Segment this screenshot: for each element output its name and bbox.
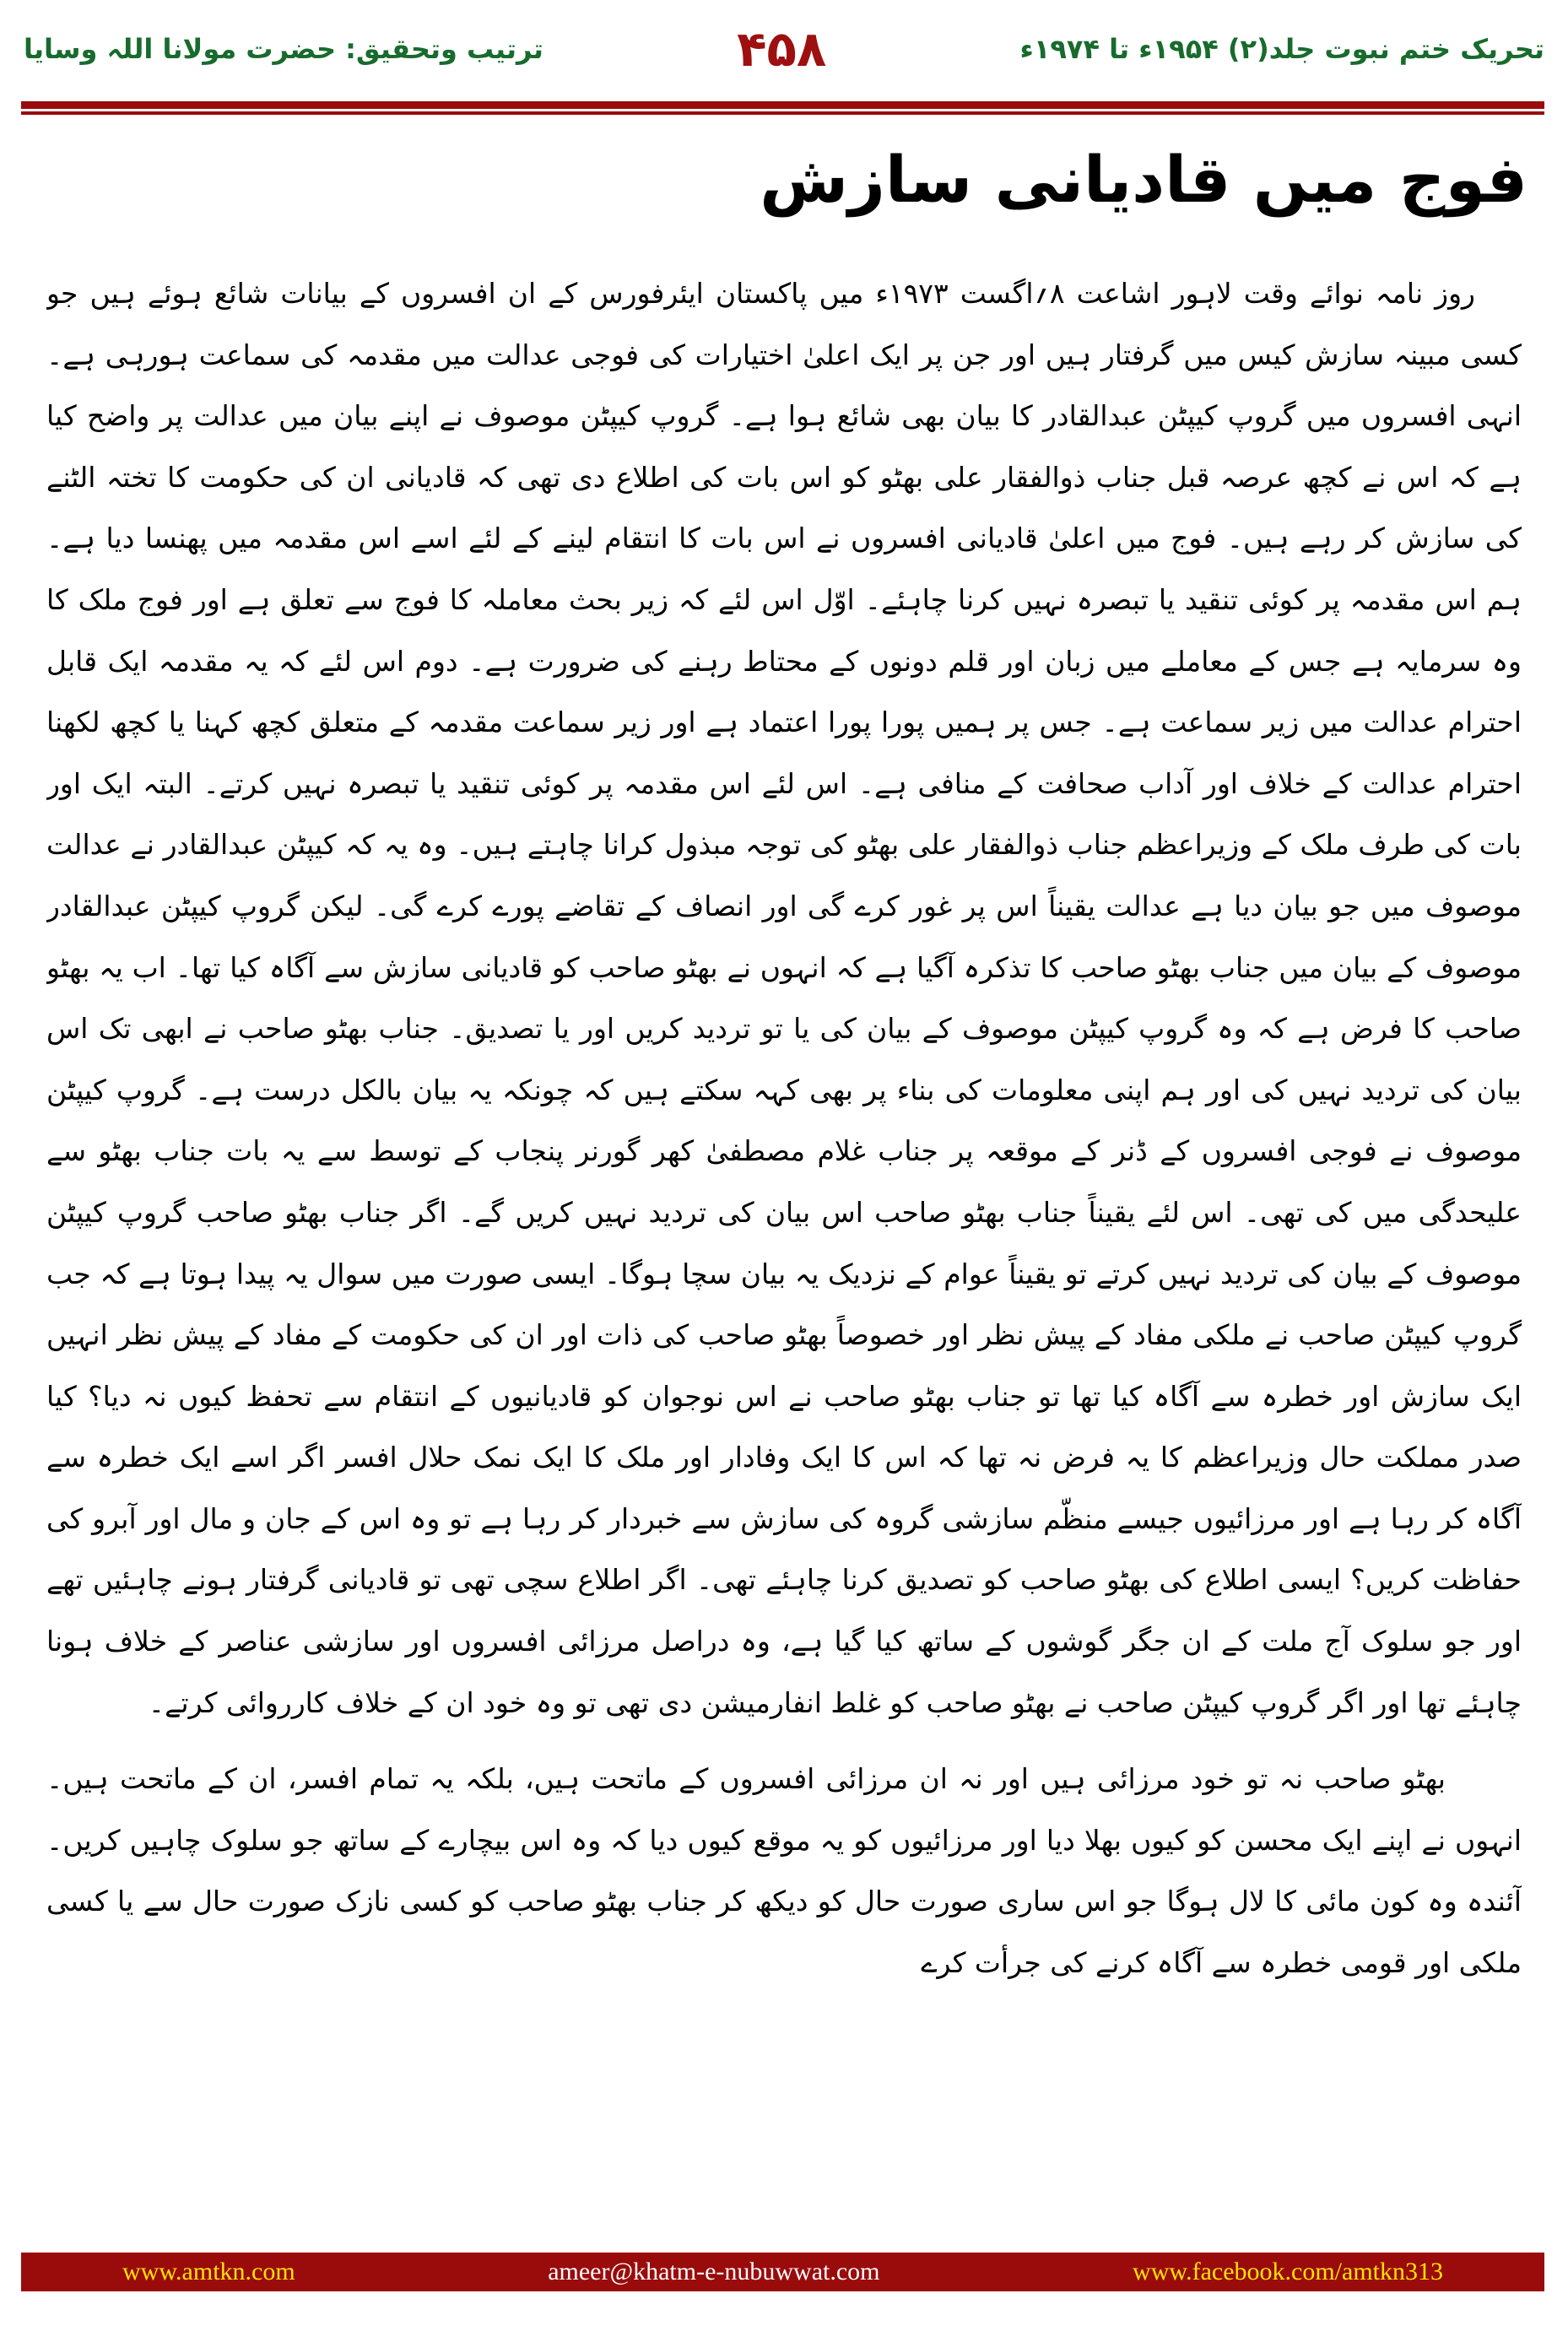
body-paragraph-1: روز نامہ نوائے وقت لاہور اشاعت ۸؍اگست ۱۹۷۳ء میں پاکستان ایئرفورس کے ان افسروں کے بیانات شائع ہوئے ہیں جو کسی مبینہ سازش کیس میں گرفتار ہیں اور جن پر ایک اعلیٰ اختیارات کی فوجی عدالت میں مقدمہ کی سماعت ہورہی ہے۔ انہی افسروں میں گروپ کیپٹن عبدالقادر کا بیان بھی شائع ہوا ہے۔ گروپ کیپٹن موصوف نے اپنے بیان میں عدالت پر واضح کیا ہے کہ اس نے کچھ عرصہ قبل جناب ذوالفقار علی بھٹو کو اس بات کی اطلاع دی تھی کہ قادیانی ان کی حکومت کا تختہ الٹنے کی سازش کر رہے ہیں۔ فوج میں اعلیٰ قادیانی افسروں نے اس بات کا انتقام لینے کے لئے اسے اس مقدمہ میں پھنسا دیا ہے۔ ہم اس مقدمہ پر کوئی تنقید یا تبصرہ نہیں کرنا چاہئے۔ اوّل اس لئے کہ زیر بحث معاملہ کا فوج سے تعلق ہے اور فوج ملک کا وہ سرمایہ ہے جس کے معاملے میں زبان اور قلم دونوں کے محتاط رہنے کی ضرورت ہے۔ دوم اس لئے کہ یہ مقدمہ ایک قابل احترام عدالت میں زیر سماعت ہے۔ جس پر ہمیں پورا پورا اعتماد ہے اور زیر سماعت مقدمہ کے متعلق کچھ کہنا یا کچھ لکھنا احترام عدالت کے خلاف اور آداب صحافت کے منافی ہے۔ اس لئے اس مقدمہ پر کوئی تنقید یا تبصرہ نہیں کرتے۔ البتہ ایک اور بات کی طرف ملک کے وزیراعظم جناب ذوالفقار علی بھٹو کی توجہ مبذول کرانا چاہتے ہیں۔ وہ یہ کہ کیپٹن عبدالقادر نے عدالت موصوف میں جو بیان دیا ہے عدالت یقیناً اس پر غور کرے گی اور انصاف کے تقاضے پورے کرے گی۔ لیکن گروپ کیپٹن عبدالقادر موصوف کے بیان میں جناب بھٹو صاحب کا تذکرہ آگیا ہے کہ انہوں نے بھٹو صاحب کو قادیانی سازش سے آگاہ کیا تھا۔ اب یہ بھٹو صاحب کا فرض ہے کہ وہ گروپ کیپٹن موصوف کے بیان کی یا تو تردید کریں اور یا تصدیق۔ جناب بھٹو صاحب نے ابھی تک اس بیان کی تردید نہیں کی اور ہم اپنی معلومات کی بناء پر بھی کہہ سکتے ہیں کہ چونکہ یہ بیان بالکل درست ہے۔ گروپ کیپٹن موصوف نے فوجی افسروں کے ڈنر کے موقعہ پر جناب غلام مصطفیٰ کھر گورنر پنجاب کے توسط سے یہ بات جناب بھٹو سے علیحدگی میں کی تھی۔ اس لئے یقیناً جناب بھٹو صاحب اس بیان کی تردید نہیں کریں گے۔ اگر جناب بھٹو صاحب گروپ کیپٹن موصوف کے بیان کی تردید نہیں کرتے تو یقیناً عوام کے نزدیک یہ بیان سچا ہوگا۔ ایسی صورت میں سوال یہ پیدا ہوتا ہے کہ جب گروپ کیپٹن صاحب نے ملکی مفاد کے پیش نظر اور خصوصاً بھٹو صاحب کی ذات اور ان کی حکومت کے مفاد کے پیش نظر انہیں ایک سازش اور خطرہ سے آگاہ کیا تھا تو جناب بھٹو صاحب نے اس نوجوان کو قادیانیوں کے انتقام سے تحفظ کیوں نہ دیا؟ کیا صدر مملکت حال وزیراعظم کا یہ فرض نہ تھا کہ اس کا ایک وفادار اور ملک کا ایک نمک حلال افسر اگر اسے ایک خطرہ سے آگاہ کر رہا ہے اور مرزائیوں جیسے منظّم سازشی گروہ کی سازش سے خبردار کر رہا ہے تو وہ اس کے جان و مال اور آبرو کی حفاظت کریں؟ ایسی اطلاع کی بھٹو صاحب کو تصدیق کرنا چاہئے تھی۔ اگر اطلاع سچی تھی تو قادیانی گرفتار ہونے چاہئیں تھے اور جو سلوک آج ملت کے ان جگر گوشوں کے ساتھ کیا گیا ہے، وہ دراصل مرزائی افسروں اور سازشی عناصر کے خلاف ہونا چاہئے تھا اور اگر گروپ کیپٹن صاحب نے بھٹو صاحب کو غلط انفارمیشن دی تھی تو وہ خود ان کے خلاف کارروائی کرتے۔ (46, 277, 1522, 1719)
header-rule-thick (21, 101, 1544, 109)
body-paragraph-2: بھٹو صاحب نہ تو خود مرزائی ہیں اور نہ ان مرزائی افسروں کے ماتحت ہیں، بلکہ یہ تمام افسر، ان کے ماتحت ہیں۔ انہوں نے اپنے ایک محسن کو کیوں بھلا دیا اور مرزائیوں کو یہ موقع کیوں دیا کہ وہ اس بیچارے کے ساتھ جو سلوک چاہیں کریں۔ آئندہ وہ کون مائی کا لال ہوگا جو اس ساری صورت حال کو دیکھ کر جناب بھٹو صاحب کو کسی نازک صورت حال سے یا کسی ملکی اور قومی خطرہ سے آگاہ کرنے کی جرأت کرے (46, 1762, 1522, 1980)
page-title: فوج میں قادیانی سازش (760, 142, 1527, 217)
footer-facebook-link[interactable]: www.facebook.com/amtkn313 (1133, 2258, 1443, 2285)
header-volume-text: تحریک ختم نبوت جلد(۲) ۱۹۵۴ء تا ۱۹۷۴ء (1019, 33, 1544, 65)
header-editor-text: ترتیب وتحقیق: حضرت مولانا اللہ وسایا (24, 33, 543, 65)
header-rule-thin (21, 111, 1544, 115)
footer-website-link[interactable]: www.amtkn.com (122, 2258, 295, 2285)
footer-bar (21, 2253, 1544, 2291)
page-number: ۴۵۸ (737, 20, 827, 78)
document-body (46, 263, 1522, 2215)
header-divider (21, 101, 1544, 115)
footer-email-link[interactable]: ameer@khatm-e-nubuwwat.com (548, 2258, 880, 2285)
page-header (24, 7, 1544, 91)
